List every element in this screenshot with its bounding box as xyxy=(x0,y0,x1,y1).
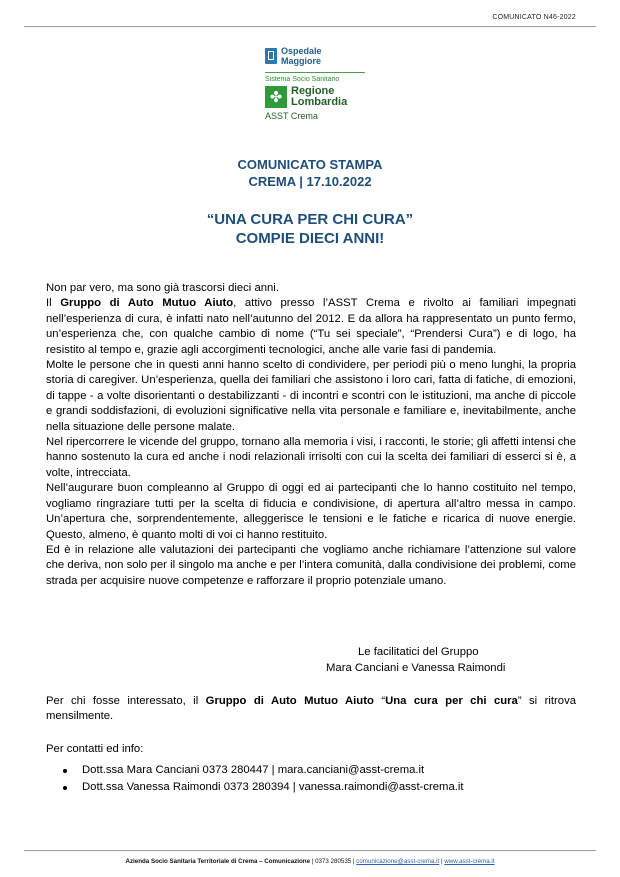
article-body xyxy=(46,281,576,589)
asst-logo xyxy=(265,46,365,121)
footer xyxy=(0,858,620,865)
contacts-label: Per contatti ed info: xyxy=(46,743,144,755)
interest-intro: Per chi fosse interessato, il xyxy=(46,695,206,707)
article-title xyxy=(0,210,620,248)
regione-lombardia-icon: ✤ xyxy=(265,86,287,108)
logo-ospedale-line1: Ospedale xyxy=(281,46,322,56)
list-item xyxy=(46,779,464,796)
interest-note xyxy=(46,694,576,725)
top-rule xyxy=(24,26,596,27)
paragraph-2-text: , attivo presso l’ASST Crema e rivolto ai familiari impegnati nell’esperienza di cura, è infatti nato nell’autunno del 2012. E da allora ha rappresentato un punto fermo, un’esperienza che, con qualche cambio di nome (“Tu sei speciale”, “Prendersi Cura”) e di logo, ha resistito al tempo e, grazie agli accorgimenti tecnologici, anche alle varie fasi di pandemia. xyxy=(46,297,577,356)
bottom-rule xyxy=(24,850,596,851)
interest-motto-bold: Una cura per chi cura xyxy=(385,695,518,707)
press-heading xyxy=(0,156,620,190)
paragraph-2 xyxy=(46,296,576,358)
paragraph-6: Ed è in relazione alle valutazioni dei partecipanti che vogliamo anche richiamare l’attenzione sul valore che deriva, non solo per il singolo ma anche e per l’intera comunità, dalla condivisione dei problemi, come strada per acquisire nuove competenze e rafforzare il proprio potenziale umano. xyxy=(46,543,576,587)
paragraph-3: Molte le persone che in questi anni hanno scelto di condividere, per periodi più o meno lunghi, la propria storia di caregiver. Un’esperienza, quella dei familiari che assistono i loro cari, fatta di fatiche, di emozioni, di tappe - a volte disorientanti o destabilizzanti - di incontri e scontri con le istituzioni, ma anche di piccole e grandi soddisfazioni, di evoluzioni significative nella vita personale e familiare e, inevitabilmente, anche nella situazione delle persone malate. xyxy=(46,359,576,433)
press-label: COMUNICATO STAMPA xyxy=(237,157,383,172)
logo-ospedale-line2: Maggiore xyxy=(281,56,322,66)
logo-regione-line2: Lombardia xyxy=(291,96,348,108)
paragraph-2-intro: Il xyxy=(46,297,61,310)
footer-website-link[interactable]: www.asst-crema.it xyxy=(444,858,495,865)
title-line1: “UNA CURA PER CHI CURA” xyxy=(206,211,414,228)
contact-text: Dott.ssa Mara Canciani 0373 280447 | mara.canciani@asst-crema.it xyxy=(82,764,425,776)
bullet-icon xyxy=(63,769,67,773)
contact-text: Dott.ssa Vanessa Raimondi 0373 280394 | vanessa.raimondi@asst-crema.it xyxy=(82,781,464,793)
footer-phone: | 0373 280535 | xyxy=(310,858,357,865)
ospedale-maggiore-icon xyxy=(265,48,277,64)
press-date: CREMA | 17.10.2022 xyxy=(248,174,372,189)
list-item xyxy=(46,762,464,779)
paragraph-5: Nell’augurare buon compleanno al Gruppo di oggi ed ai partecipanti che lo hanno costituito nel tempo, vogliamo ringraziare tutti per la scelta di fiducia e condivisione, di apertura all’altro messa in campo. Un’apertura che, sorprendentemente, alleggerisce le tensioni e le fatiche e ricarica di nuove energie. Questo, almeno, è quanto molti di voi ci hanno restituito. xyxy=(46,482,576,541)
footer-separator: | xyxy=(439,858,445,865)
logo-regione-line1: Regione xyxy=(291,85,335,97)
signature-line2: Mara Canciani e Vanessa Raimondi xyxy=(326,662,506,674)
footer-email-link[interactable]: comunicazione@asst-crema.it xyxy=(356,858,440,865)
footer-org: Azienda Socio Sanitaria Territoriale di Crema – Comunicazione xyxy=(125,858,311,865)
paragraph-1: Non par vero, ma sono già trascorsi dieci anni. xyxy=(46,282,279,294)
bullet-icon xyxy=(63,786,67,790)
paragraph-4: Nel ripercorrere le vicende del gruppo, tornano alla memoria i visi, i racconti, le storie; gli affetti intensi che hanno sostenuto la cura ed anche i nodi relazionali irrisolti con cui la scelta dei familiari di esserci si è, a volte, intrecciata. xyxy=(46,436,576,479)
logo-divider xyxy=(265,72,365,73)
interest-tail: ” si ritrova mensilmente. xyxy=(46,695,576,723)
title-line2: COMPIE DIECI ANNI! xyxy=(235,230,385,247)
interest-quote-open: “ xyxy=(373,695,386,707)
signature-line1: Le facilitatici del Gruppo xyxy=(358,646,479,658)
group-name-bold: Gruppo di Auto Mutuo Aiuto xyxy=(60,297,234,310)
logo-sistema: Sistema Socio Sanitario xyxy=(265,76,340,83)
document-reference: COMUNICATO N46-2022 xyxy=(492,14,576,21)
contacts-list xyxy=(46,762,464,796)
logo-asst: ASST Crema xyxy=(265,111,318,121)
interest-group-bold: Gruppo di Auto Mutuo Aiuto xyxy=(205,695,374,707)
